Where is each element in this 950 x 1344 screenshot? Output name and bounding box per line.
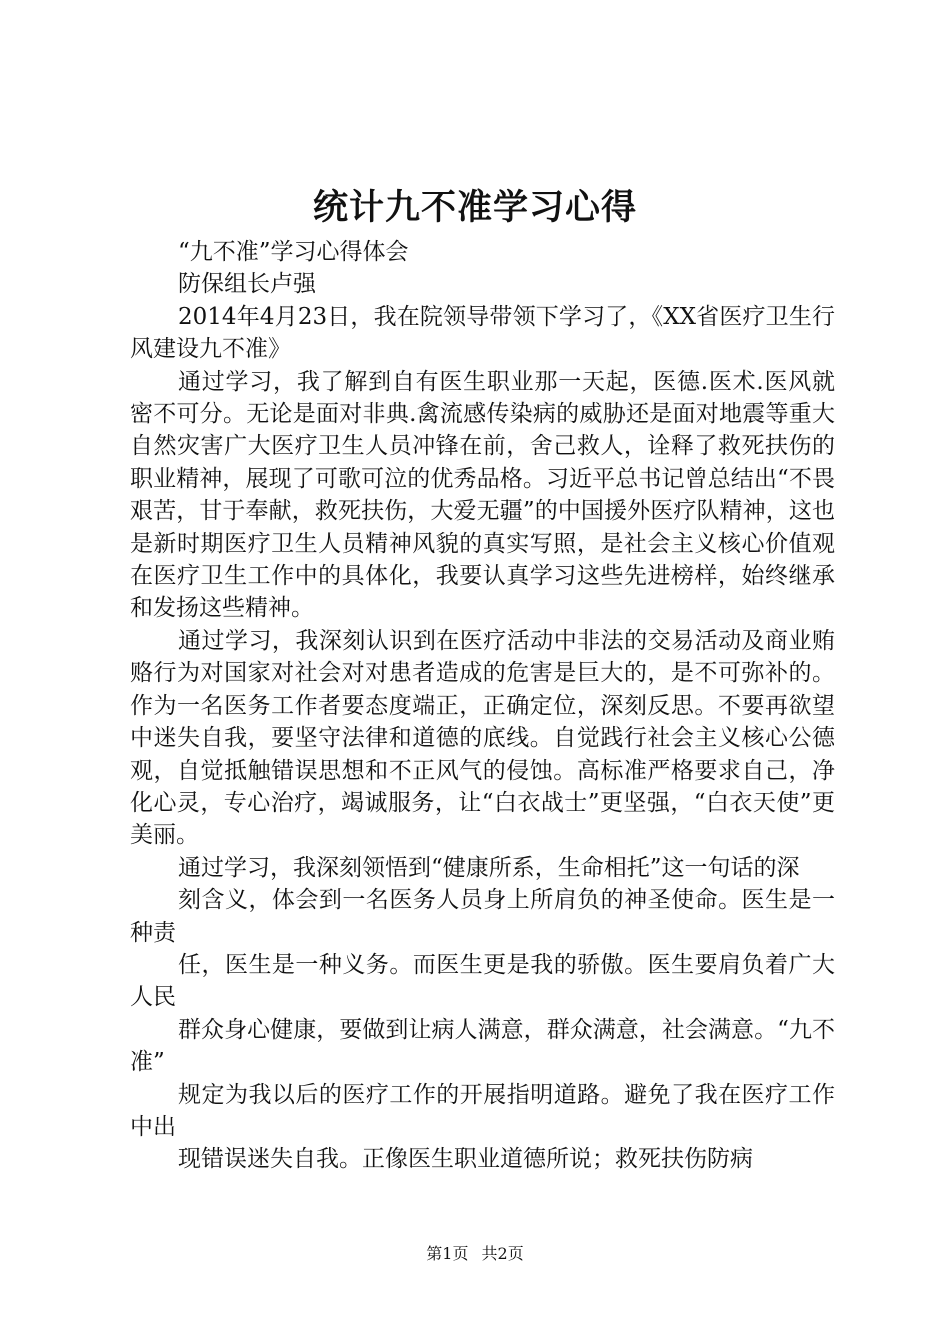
paragraph: 现错误迷失自我。正像医生职业道德所说；救死扶伤防病 [178, 1146, 753, 1173]
page-total: 共2页 [481, 1244, 524, 1263]
paragraph-author: 防保组长卢强 [178, 271, 316, 298]
paragraph: 通过学习，我深刻认识到在医疗活动中非法的交易活动及商业贿赂行为对国家对社会对对患者造成的危害是巨大的，是不可弥补的。作为一名医务工作者要态度端正，正确定位，深刻反思。不要再欲望中迷失自我，要坚守法律和道德的底线。自觉践行社会主义核心公德观，自觉抵触错误思想和不正风气的侵蚀。高标准严格要求自己，净化心灵，专心治疗，竭诚服务，让“白衣战士”更坚强，“白衣天使”更美丽。 [130, 627, 835, 849]
paragraph-date: 2014年4月23日，我在院领导带领下学习了，《XX省医疗卫生行风建设九不准》 [130, 303, 835, 363]
paragraph: 群众身心健康，要做到让病人满意，群众满意，社会满意。“九不准” [130, 1016, 835, 1076]
page-footer [0, 1242, 950, 1266]
paragraph: 任，医生是一种义务。而医生更是我的骄傲。医生要肩负着广大人民 [130, 951, 835, 1011]
paragraph: 通过学习，我了解到自有医生职业那一天起，医德.医术.医风就密不可分。无论是面对非典.禽流感传染病的威胁还是面对地震等重大自然灾害广大医疗卫生人员冲锋在前，舍己救人，诠释了救死扶伤的职业精神，展现了可歌可泣的优秀品格。习近平总书记曾总结出“不畏艰苦，甘于奉献，救死扶伤，大爱无疆”的中国援外医疗队精神，这也是新时期医疗卫生人员精神风貌的真实写照，是社会主义核心价值观在医疗卫生工作中的具体化，我要认真学习这些先进榜样，始终继承和发扬这些精神。 [130, 368, 835, 622]
paragraph: 通过学习，我深刻领悟到“健康所系，生命相托”这一句话的深 [178, 854, 800, 881]
paragraph-subtitle: “九不准”学习心得体会 [178, 239, 409, 265]
page-number: 第1页 [426, 1244, 469, 1263]
paragraph: 刻含义，体会到一名医务人员身上所肩负的神圣使命。医生是一种责 [130, 887, 835, 946]
paragraph: 规定为我以后的医疗工作的开展指明道路。避免了我在医疗工作中出 [130, 1081, 835, 1140]
document-body [130, 236, 835, 1176]
document-title: 统计九不准学习心得 [312, 187, 637, 228]
